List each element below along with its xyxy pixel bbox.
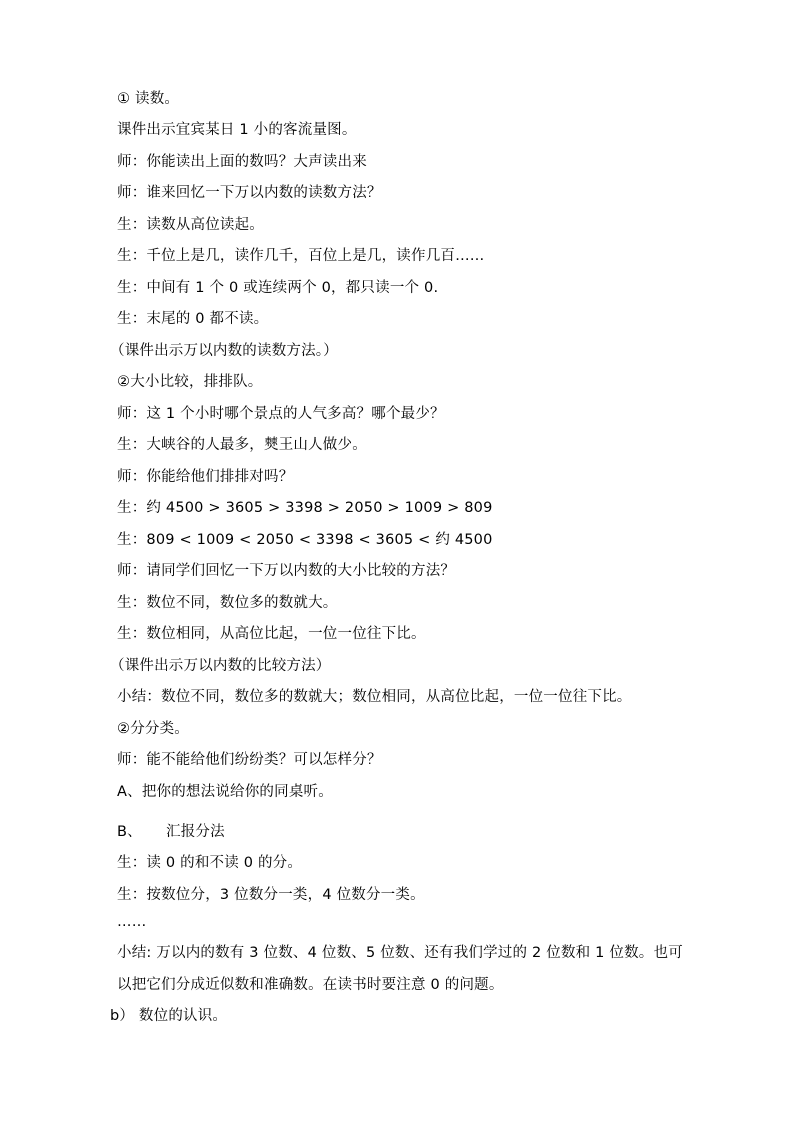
heading-classify: ②分分类。 — [117, 721, 189, 737]
text-line: （课件出示万以内数的读数方法。） — [110, 343, 338, 359]
text-line: 师：能不能给他们纷纷类？可以怎样分？ — [117, 752, 382, 768]
text-line: 小结：数位不同，数位多的数就大；数位相同，从高位比起，一位一位往下比。 — [117, 689, 632, 705]
text-line: 小结: 万以内的数有 3 位数、4 位数、5 位数、还有我们学过的 2 位数和 1 位数。也可 — [117, 945, 683, 961]
text-line: A、把你的想法说给你的同桌听。 — [117, 784, 333, 800]
text-line: 师：你能读出上面的数吗？大声读出来 — [117, 154, 367, 170]
text-line: 生：约 4500 > 3605 > 3398 > 2050 > 1009 > 809 — [117, 500, 493, 516]
text-line: …… — [117, 914, 147, 930]
heading-compare: ②大小比较，排排队。 — [117, 374, 263, 390]
text-line: 以把它们分成近似数和准确数。在读书时要注意 0 的问题。 — [117, 977, 504, 993]
text-line: 生：千位上是几，读作几千，百位上是几，读作几百…… — [117, 248, 485, 264]
text-line: （课件出示万以内数的比较方法） — [110, 658, 331, 674]
text-line: 生：数位不同，数位多的数就大。 — [117, 595, 338, 611]
text-line: 生：读 0 的和不读 0 的分。 — [117, 855, 303, 871]
text-line: 师：你能给他们排排对吗？ — [117, 469, 294, 485]
text-line: 生：大峡谷的人最多，僰王山人做少。 — [117, 437, 367, 453]
text-line: 课件出示宜宾某日 1 小的客流量图。 — [117, 122, 357, 138]
text-line: 汇报分法 — [166, 824, 225, 840]
text-line: 师：谁来回忆一下万以内数的读数方法？ — [117, 185, 382, 201]
list-marker-b: B、 — [117, 824, 142, 840]
text-line: 生：数位相同，从高位比起，一位一位往下比。 — [117, 626, 426, 642]
heading-place-value: b） 数位的认识。 — [110, 1008, 228, 1024]
text-line: 生：读数从高位读起。 — [117, 217, 264, 233]
heading-reading-numbers: ① 读数。 — [117, 91, 180, 107]
text-line: 生：809 < 1009 < 2050 < 3398 < 3605 < 约 4500 — [117, 532, 493, 548]
text-line: 生：按数位分，3 位数分一类，4 位数分一类。 — [117, 887, 425, 903]
text-line: 生：末尾的 0 都不读。 — [117, 311, 269, 327]
text-line: 生：中间有 1 个 0 或连续两个 0，都只读一个 0. — [117, 280, 439, 296]
text-line: 师：请同学们回忆一下万以内数的大小比较的方法？ — [117, 563, 456, 579]
text-line: 师：这 1 个小时哪个景点的人气多高？哪个最少？ — [117, 406, 445, 422]
